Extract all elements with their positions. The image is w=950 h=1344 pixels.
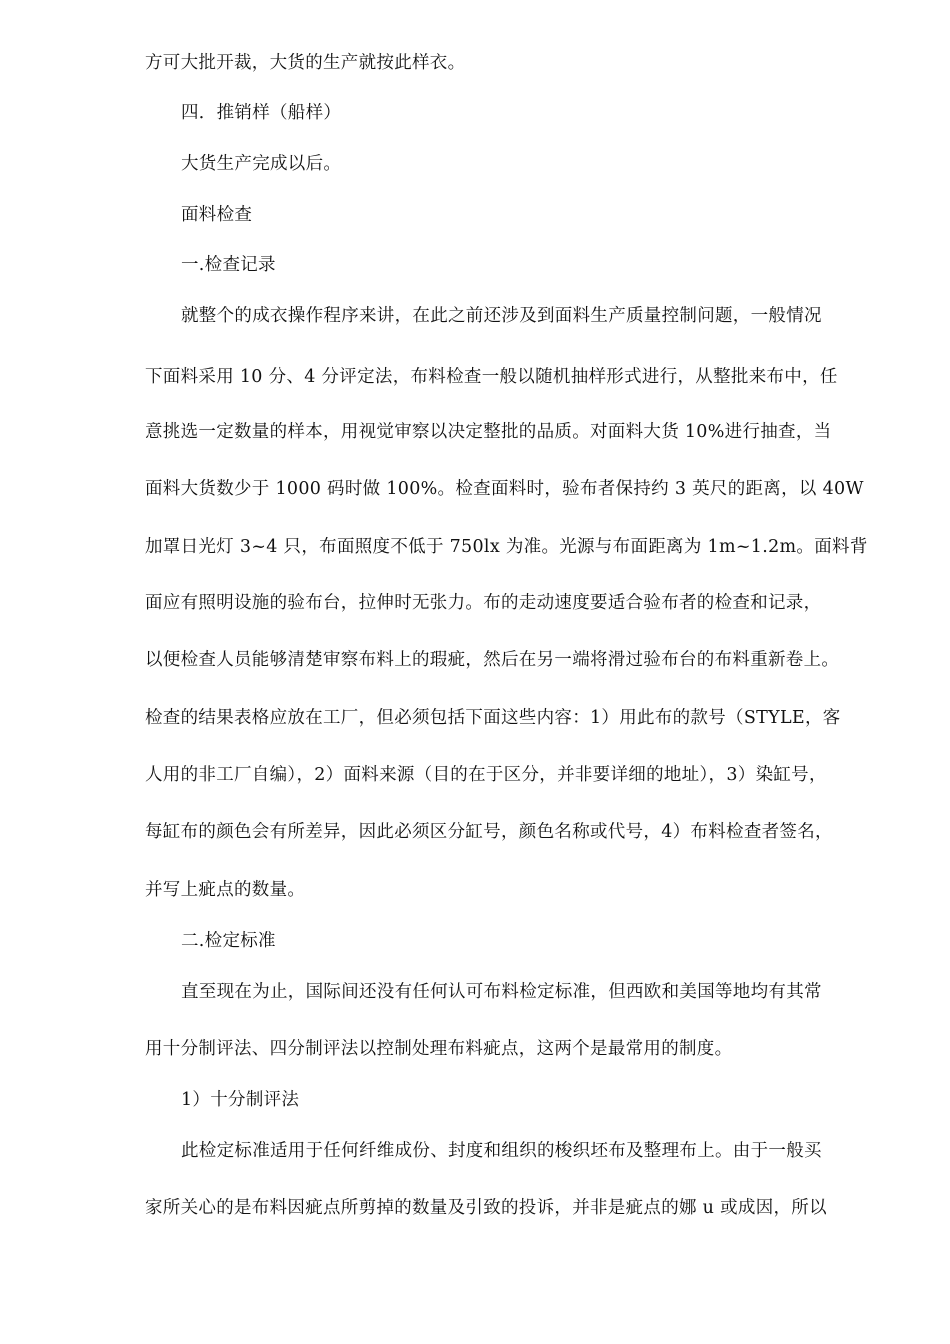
text-line: 大货生产完成以后。 (181, 154, 342, 174)
paragraph-line: 面应有照明设施的验布台，拉伸时无张力。布的走动速度要适合验布者的检查和记录， (145, 593, 822, 613)
section-heading: 面料检查 (181, 205, 253, 225)
paragraph-line: 以便检查人员能够清楚审察布料上的瑕疵，然后在另一端将滑过验布台的布料重新卷上。 (145, 650, 840, 670)
paragraph-line: 检查的结果表格应放在工厂，但必须包括下面这些内容：1）用此布的款号（STYLE，客 (145, 708, 841, 728)
paragraph-line: 就整个的成衣操作程序来讲，在此之前还涉及到面料生产质量控制问题，一般情况 (181, 306, 822, 326)
paragraph-line: 人用的非工厂自编），2）面料来源（目的在于区分，并非要详细的地址），3）染缸号， (145, 765, 827, 785)
paragraph-line: 每缸布的颜色会有所差异，因此必须区分缸号，颜色名称或代号，4）布料检查者签名， (145, 822, 833, 842)
paragraph-line: 此检定标准适用于任何纤维成份、封度和组织的梭织坯布及整理布上。由于一般买 (181, 1141, 822, 1161)
paragraph-line: 直至现在为止，国际间还没有任何认可布料检定标准，但西欧和美国等地均有其常 (181, 982, 822, 1002)
paragraph-line: 并写上疵点的数量。 (145, 880, 306, 900)
text-line: 方可大批开裁，大货的生产就按此样衣。 (145, 53, 466, 73)
paragraph-line: 加罩日光灯 3~4 只，布面照度不低于 750lx 为准。光源与布面距离为 1m~1.2m。面料背 (145, 537, 868, 557)
section-heading: 1）十分制评法 (181, 1090, 300, 1110)
paragraph-line: 家所关心的是布料因疵点所剪掉的数量及引致的投诉，并非是疵点的娜 u 或成因，所以 (145, 1198, 827, 1218)
section-heading: 一.检查记录 (181, 255, 276, 275)
section-heading: 四．推销样（船样） (181, 103, 342, 123)
paragraph-line: 下面料采用 10 分、4 分评定法，布料检查一般以随机抽样形式进行，从整批来布中，任 (145, 367, 838, 387)
paragraph-line: 意挑选一定数量的样本，用视觉审察以决定整批的品质。对面料大货 10%进行抽查，当 (145, 422, 832, 442)
paragraph-line: 用十分制评法、四分制评法以控制处理布料疵点，这两个是最常用的制度。 (145, 1039, 733, 1059)
paragraph-line: 面料大货数少于 1000 码时做 100%。检查面料时，验布者保持约 3 英尺的距离，以 40W (145, 479, 864, 499)
section-heading: 二.检定标准 (181, 931, 276, 951)
